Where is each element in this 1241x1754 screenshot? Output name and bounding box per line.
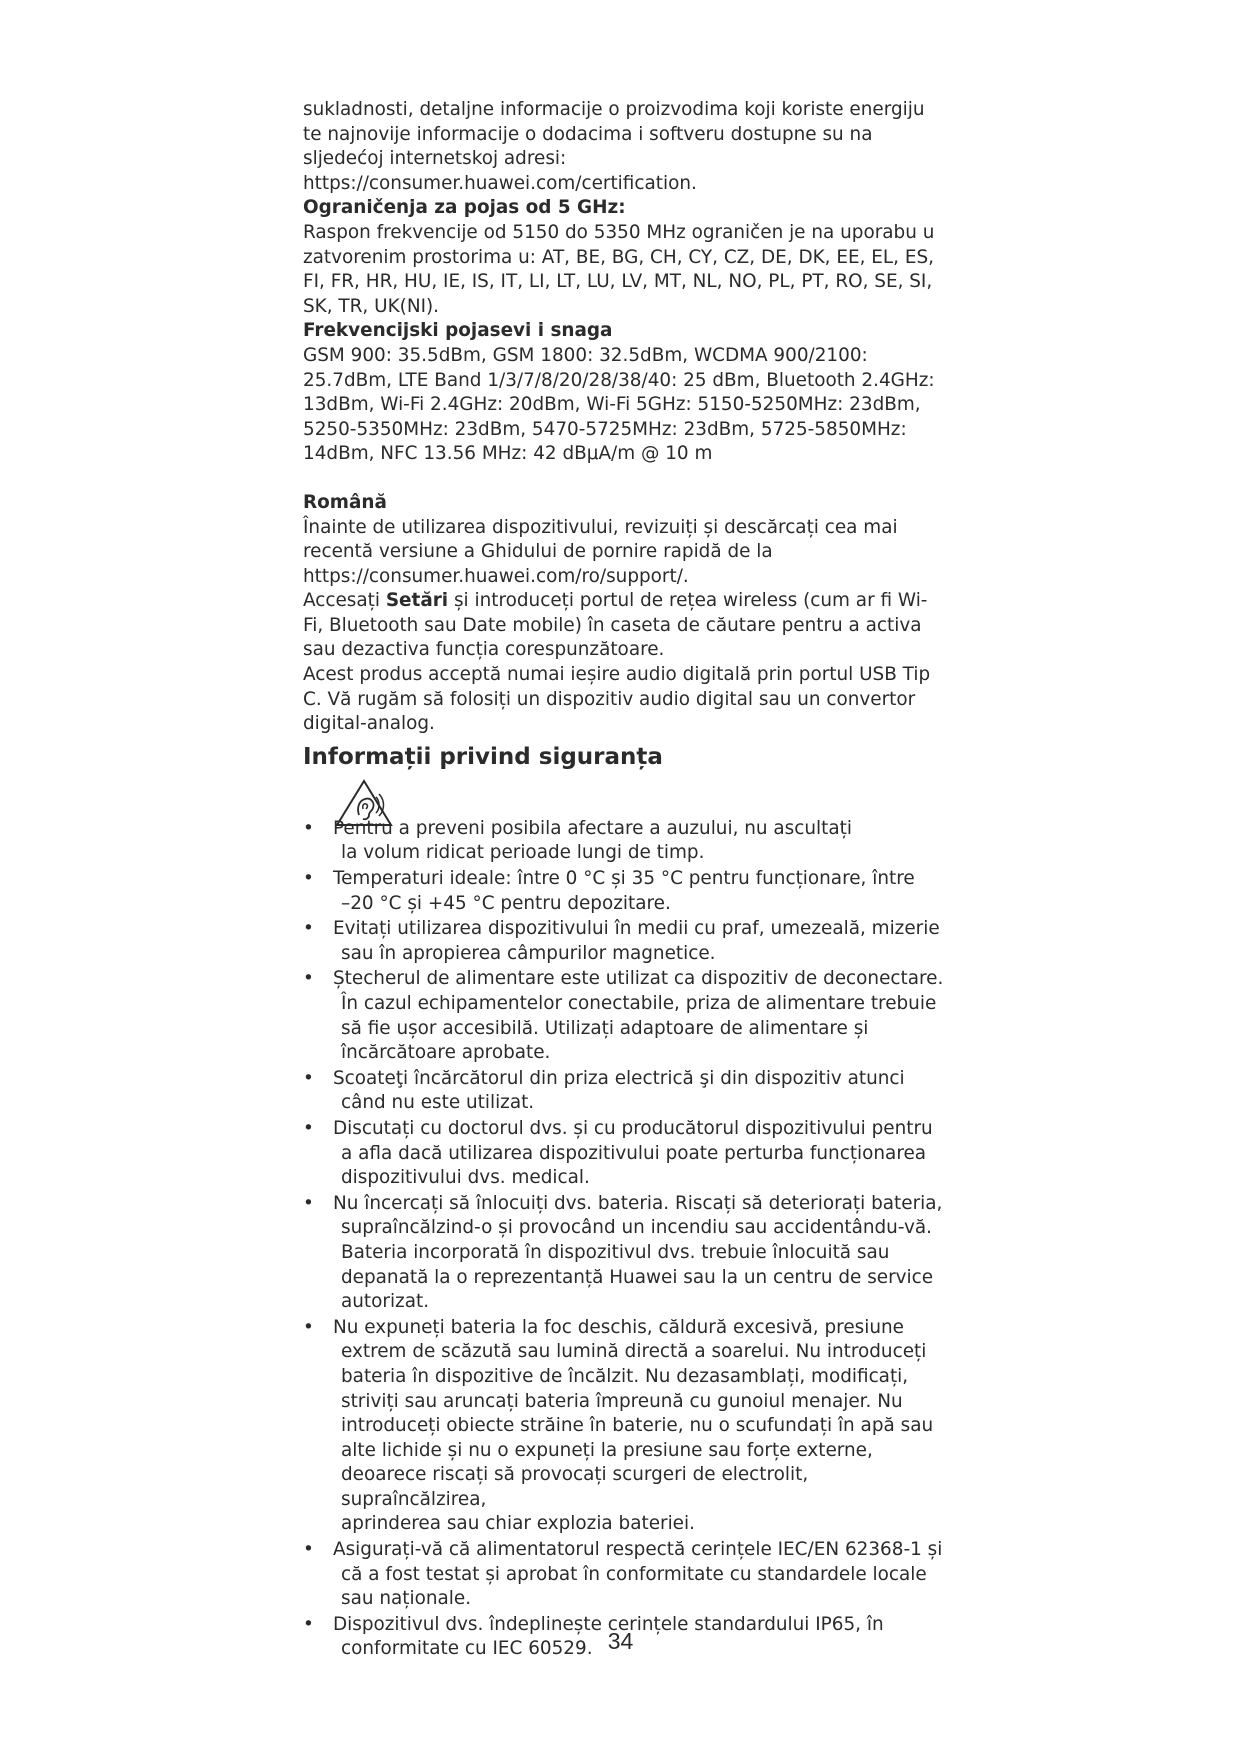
bullet-point: • <box>303 1613 314 1635</box>
text-line: autorizat. <box>341 1291 430 1313</box>
bullet-text <box>333 1538 953 1612</box>
text-line: Asigurați-vă că alimentatorul respectă cerințele IEC/EN 62368-1 și <box>333 1539 943 1561</box>
text-line: dispozitivului dvs. medical. <box>341 1167 590 1189</box>
text-line: zatvorenim prostorima u: AT, BE, BG, CH, CY, CZ, DE, DK, EE, EL, ES, <box>303 246 934 268</box>
band-text <box>303 221 953 319</box>
text-line: bateria în dispozitive de încălzit. Nu dezasamblați, modificați, <box>341 1365 909 1387</box>
list-item <box>303 1316 953 1537</box>
text-line: 5250-5350MHz: 23dBm, 5470-5725MHz: 23dBm, 5725-5850MHz: <box>303 418 907 440</box>
text-line: alte lichide și nu o expuneți la presiune sau forțe externe, <box>341 1439 873 1461</box>
text-line: te najnovije informacije o dodacima i softveru dostupne su na <box>303 123 873 145</box>
text-line: Discutați cu doctorul dvs. și cu producătorul dispozitivului pentru <box>333 1117 933 1139</box>
list-item <box>303 867 953 916</box>
text-line: că a fost testat și aprobat în conformitate cu standardele locale <box>341 1563 927 1585</box>
warning-icon-row <box>303 779 953 817</box>
text-line: Bateria incorporată în dispozitivul dvs. trebuie înlocuită sau <box>341 1241 890 1263</box>
guide-text <box>303 516 953 590</box>
certification-url: https://consumer.huawei.com/certification. <box>303 172 697 194</box>
bullet-point: • <box>303 1117 314 1139</box>
text-line: digital-analog. <box>303 713 435 735</box>
text-line: Nu expuneți bateria la foc deschis, căldură excesivă, presiune <box>333 1316 904 1338</box>
list-item <box>303 1117 953 1191</box>
settings-keyword: Setări <box>385 590 449 612</box>
text-line: –20 °C și +45 °C pentru depozitare. <box>341 892 671 914</box>
text-line <box>303 589 953 614</box>
text-line: Evitați utilizarea dispozitivului în medii cu praf, umezeală, mizerie <box>333 918 940 940</box>
text-line: Raspon frekvencije od 5150 do 5350 MHz ograničen je na uporabu u <box>303 221 935 243</box>
bullet-point: • <box>303 1192 314 1214</box>
text-line: la volum ridicat perioade lungi de timp. <box>341 842 705 864</box>
bullet-point: • <box>303 817 314 839</box>
text-line: extrem de scăzută sau lumină directă a soarelui. Nu introduceți <box>341 1341 927 1363</box>
bullet-point: • <box>303 868 314 890</box>
language-heading: Română <box>303 491 387 513</box>
list-item <box>303 817 953 866</box>
text-line: supraîncălzind-o și provocând un incendiu sau accidentându-vă. <box>341 1217 932 1239</box>
band-heading: Ograničenja za pojas od 5 GHz: <box>303 197 626 219</box>
text-line: Temperaturi ideale: între 0 °C și 35 °C pentru funcționare, între <box>333 868 915 890</box>
list-item <box>303 1067 953 1116</box>
bullet-point: • <box>303 918 314 940</box>
list-item <box>303 1538 953 1612</box>
bullet-text <box>333 1067 953 1116</box>
bullet-text <box>333 1192 953 1315</box>
text-line: recentă versiune a Ghidului de pornire rapidă de la <box>303 541 773 563</box>
text-line: sau dezactiva funcția corespunzătoare. <box>303 639 665 661</box>
settings-post: și introduceți portul de rețea wireless (cum ar fi Wi- <box>448 590 928 612</box>
audio-text <box>303 663 953 737</box>
text-line: Înainte de utilizarea dispozitivului, revizuiți și descărcați cea mai <box>303 516 898 538</box>
text-line: încărcătoare aprobate. <box>341 1042 551 1064</box>
bullet-point: • <box>303 968 314 990</box>
text-line: C. Vă rugăm să folosiți un dispozitiv audio digital sau un convertor <box>303 688 916 710</box>
frequency-text <box>303 344 953 467</box>
text-line: Fi, Bluetooth sau Date mobile) în caseta de căutare pentru a activa <box>303 614 922 636</box>
text-line: sau în apropierea câmpurilor magnetice. <box>341 942 716 964</box>
text-line: a afla dacă utilizarea dispozitivului poate perturba funcționarea <box>341 1142 927 1164</box>
bullet-point: • <box>303 1067 314 1089</box>
text-line: FI, FR, HR, HU, IE, IS, IT, LI, LT, LU, LV, MT, NL, NO, PL, PT, RO, SE, SI, <box>303 271 933 293</box>
text-line: 25.7dBm, LTE Band 1/3/7/8/20/28/38/40: 25 dBm, Bluetooth 2.4GHz: <box>303 369 935 391</box>
text-line: 13dBm, Wi-Fi 2.4GHz: 20dBm, Wi-Fi 5GHz: 5150-5250MHz: 23dBm, <box>303 394 921 416</box>
text-line: sukladnosti, detaljne informacije o proizvodima koji koriste energiju <box>303 99 925 120</box>
text-line: Scoateţi încărcătorul din priza electrică şi din dispozitiv atunci <box>333 1067 905 1089</box>
safety-heading: Informații privind siguranța <box>303 743 663 770</box>
document-page <box>303 98 953 1663</box>
text-line: sljedećoj internetskoj adresi: <box>303 148 567 170</box>
text-line: În cazul echipamentelor conectabile, priza de alimentare trebuie <box>341 993 937 1014</box>
text-line: 14dBm, NFC 13.56 MHz: 42 dBμA/m @ 10 m <box>303 443 713 465</box>
text-line: depanată la o reprezentanță Huawei sau la un centru de service <box>341 1266 934 1288</box>
text-line: deoarece riscați să provocați scurgeri de electrolit, supraîncălzirea, <box>341 1464 809 1510</box>
bullet-text <box>333 1316 953 1537</box>
bullet-text <box>333 867 953 916</box>
text-line: Pentru a preveni posibila afectare a auzului, nu ascultați <box>333 817 852 839</box>
text-line: Dispozitivul dvs. îndeplinește cerințele standardului IP65, în <box>333 1613 884 1635</box>
bullet-text <box>333 1117 953 1191</box>
text-line: să fie ușor accesibilă. Utilizați adaptoare de alimentare și <box>341 1017 869 1039</box>
text-line: Ștecherul de alimentare este utilizat ca dispozitiv de deconectare. <box>333 968 944 990</box>
text-line: SK, TR, UK(NI). <box>303 295 440 317</box>
bullet-point: • <box>303 1539 314 1561</box>
bullet-text <box>333 967 953 1065</box>
settings-text <box>303 589 953 663</box>
text-line: sau naționale. <box>341 1588 472 1610</box>
bullet-point: • <box>303 1316 314 1338</box>
text-line: aprinderea sau chiar explozia bateriei. <box>341 1513 695 1535</box>
bullet-text <box>333 917 953 966</box>
text-line: introduceți obiecte străine în baterie, nu o scufundați în apă sau <box>341 1415 934 1437</box>
section-spacer <box>303 467 953 491</box>
text-line: striviți sau aruncați bateria împreună cu gunoiul menajer. Nu <box>341 1390 903 1412</box>
text-line: conformitate cu IEC 60529. <box>341 1638 593 1660</box>
bullet-text <box>333 817 953 866</box>
support-url: https://consumer.huawei.com/ro/support/. <box>303 565 689 587</box>
settings-pre: Accesați <box>303 590 386 612</box>
list-item <box>303 1192 953 1315</box>
list-item <box>303 967 953 1065</box>
text-line: GSM 900: 35.5dBm, GSM 1800: 32.5dBm, WCDMA 900/2100: <box>303 344 868 366</box>
list-item <box>303 917 953 966</box>
page-number: 34 <box>607 1628 634 1654</box>
frequency-heading: Frekvencijski pojasevi i snaga <box>303 320 613 342</box>
hr-intro <box>303 98 953 196</box>
text-line: când nu este utilizat. <box>341 1092 535 1114</box>
text-line: Acest produs acceptă numai ieșire audio digitală prin portul USB Tip <box>303 664 931 686</box>
safety-list <box>303 817 953 1662</box>
text-line: Nu încercați să înlocuiți dvs. bateria. Riscați să deteriorați bateria, <box>333 1192 943 1214</box>
